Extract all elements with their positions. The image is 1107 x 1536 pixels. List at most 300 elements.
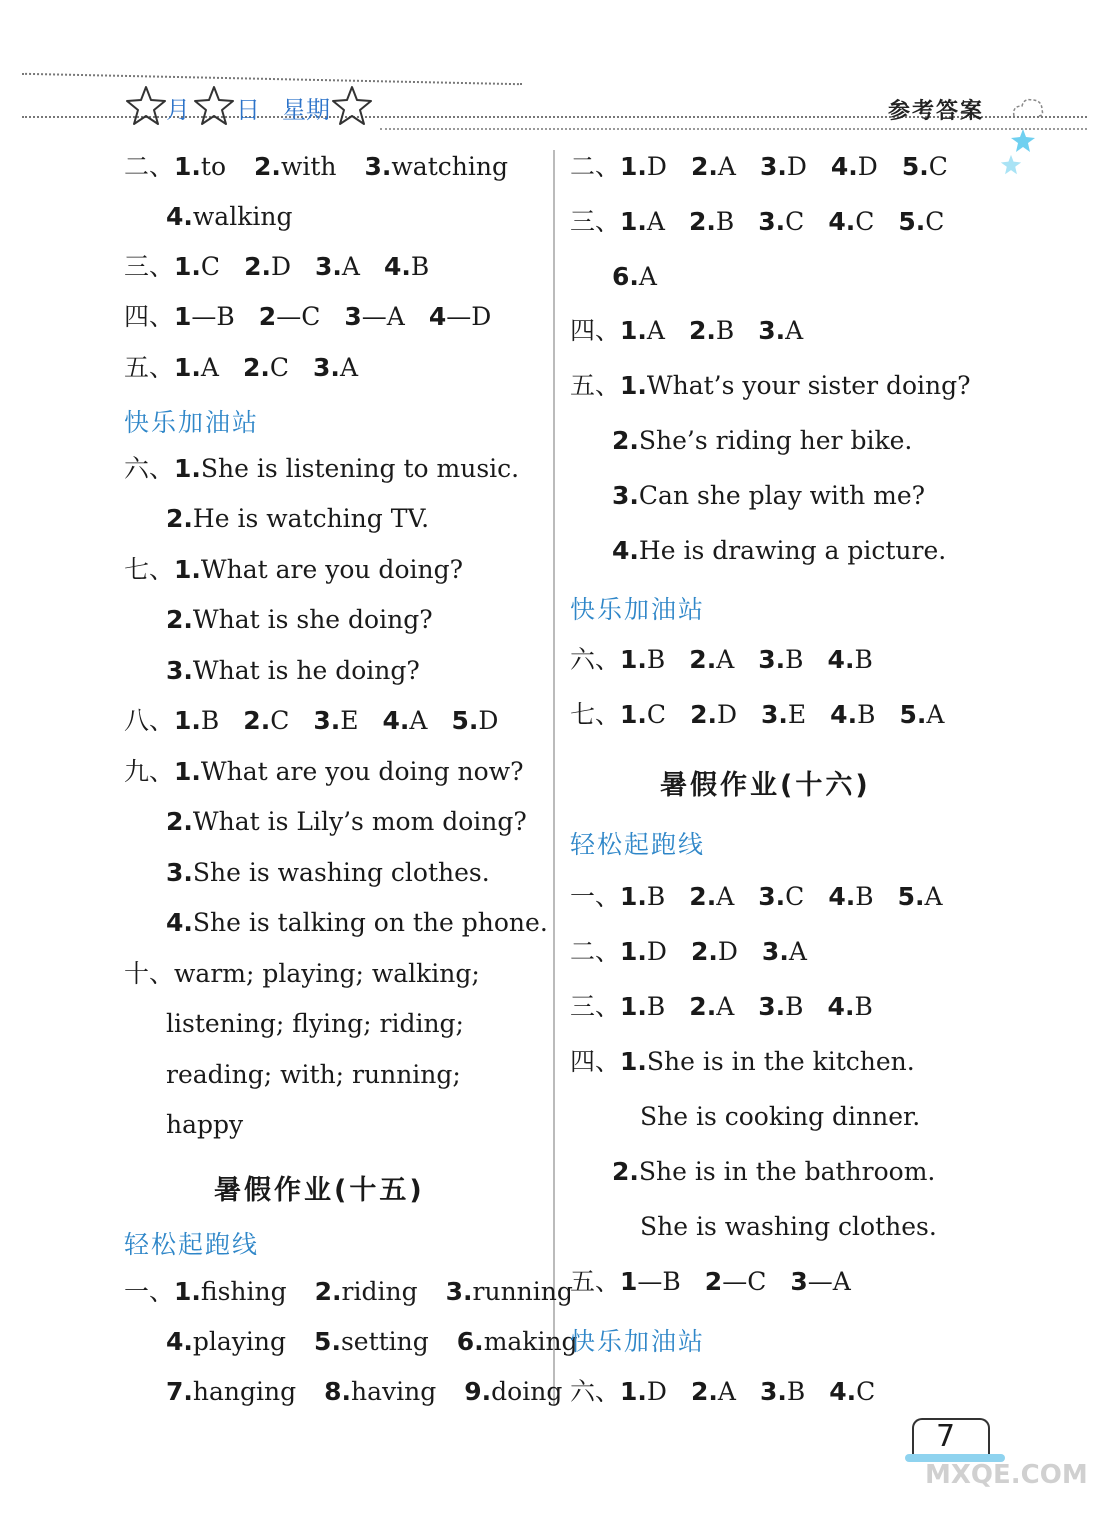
answer-item xyxy=(315,252,360,281)
answer-line xyxy=(570,371,971,401)
item-number: 1. xyxy=(620,152,647,181)
item-answer: E xyxy=(787,700,807,729)
item-answer: A xyxy=(717,1377,736,1406)
answer-line xyxy=(166,1060,461,1090)
question-number: 十、 xyxy=(124,959,175,988)
question-number: 六、 xyxy=(570,1377,621,1406)
question-number: 六、 xyxy=(570,645,621,674)
item-number: 3 xyxy=(344,302,362,331)
blue-star-icon xyxy=(1000,154,1022,176)
question-number: 一、 xyxy=(570,882,621,911)
answer-line xyxy=(166,807,527,837)
item-answer: with xyxy=(280,152,337,181)
item-answer: C xyxy=(646,700,667,729)
assignment-title: 暑假作业(十六) xyxy=(660,770,871,801)
answer-line xyxy=(166,504,429,534)
answer-item xyxy=(689,882,734,911)
item-answer: E xyxy=(340,706,359,735)
item-number: 2. xyxy=(242,353,270,382)
question-number: 七、 xyxy=(124,555,175,584)
answer-text: warm; playing; walking; xyxy=(174,959,480,988)
item-number: 1. xyxy=(620,316,647,345)
answer-item xyxy=(166,807,527,836)
answer-line xyxy=(124,555,463,585)
answer-line xyxy=(166,1327,578,1357)
answer-line xyxy=(166,1009,464,1039)
answer-item xyxy=(620,882,665,911)
answer-item xyxy=(902,152,948,181)
answer-line xyxy=(166,858,490,888)
answer-text: She is cooking dinner. xyxy=(640,1102,921,1131)
item-number: 3. xyxy=(758,645,786,674)
item-answer: B xyxy=(646,882,666,911)
answer-item xyxy=(620,1047,915,1076)
answer-line xyxy=(570,207,944,237)
item-number: 3. xyxy=(166,656,193,685)
item-answer: A xyxy=(716,645,735,674)
answer-line xyxy=(570,882,943,912)
item-answer: A xyxy=(788,937,807,966)
item-number: 4. xyxy=(830,152,858,181)
item-number: 4. xyxy=(828,882,856,911)
item-answer: A xyxy=(926,700,945,729)
item-number: 2. xyxy=(244,252,271,281)
item-number: 2 xyxy=(258,302,277,331)
answer-item xyxy=(689,992,734,1021)
answer-item xyxy=(761,700,806,729)
item-number: 2. xyxy=(689,992,717,1021)
item-answer: B xyxy=(857,700,876,729)
item-answer: What are you doing now? xyxy=(200,757,524,786)
item-number: 1. xyxy=(620,937,647,966)
item-number: 2. xyxy=(688,207,716,236)
item-number: 1. xyxy=(620,1377,647,1406)
item-answer: D xyxy=(646,152,667,181)
item-number: 4. xyxy=(827,992,855,1021)
item-answer: —B xyxy=(191,302,235,331)
cloud-icon xyxy=(1010,96,1046,120)
star-icon xyxy=(124,84,168,128)
item-answer: What is he doing? xyxy=(192,656,420,685)
answer-item xyxy=(446,1277,573,1306)
answer-item xyxy=(174,152,226,181)
item-answer: A xyxy=(200,353,219,382)
question-number: 五、 xyxy=(570,1267,621,1296)
answer-item xyxy=(429,302,491,331)
answer-line xyxy=(124,959,480,989)
answer-line xyxy=(570,152,948,182)
item-number: 4. xyxy=(827,645,855,674)
answer-item xyxy=(324,1377,436,1406)
answer-item xyxy=(691,937,738,966)
answer-item xyxy=(166,1377,296,1406)
item-answer: fishing xyxy=(200,1277,287,1306)
item-number: 1. xyxy=(620,371,647,400)
item-number: 3. xyxy=(313,706,341,735)
item-number: 3. xyxy=(315,252,342,281)
answer-line xyxy=(570,1047,915,1077)
item-number: 4. xyxy=(612,536,639,565)
answer-item xyxy=(762,937,807,966)
item-answer: watching xyxy=(391,152,508,181)
item-number: 2. xyxy=(254,152,281,181)
item-answer: —A xyxy=(807,1267,851,1296)
question-number: 六、 xyxy=(124,454,175,483)
answer-item xyxy=(314,1327,429,1356)
question-number: 八、 xyxy=(124,706,175,735)
answer-item xyxy=(384,252,429,281)
item-number: 6. xyxy=(456,1327,484,1356)
answer-item xyxy=(166,504,429,533)
answer-line xyxy=(570,1267,851,1297)
item-number: 1. xyxy=(174,353,201,382)
item-answer: having xyxy=(351,1377,437,1406)
item-number: 2. xyxy=(690,1377,718,1406)
answer-item xyxy=(259,302,321,331)
answer-line xyxy=(124,353,358,383)
question-number: 二、 xyxy=(570,152,621,181)
answer-item xyxy=(166,858,490,887)
item-answer: D xyxy=(717,937,738,966)
answer-item xyxy=(313,706,358,735)
answer-line xyxy=(124,454,519,484)
item-number: 4. xyxy=(166,1327,193,1356)
answer-item xyxy=(457,1327,578,1356)
day-label: 日 xyxy=(236,96,260,124)
weekday-label: 星期 xyxy=(282,96,330,124)
item-answer: She is talking on the phone. xyxy=(192,908,548,937)
answer-item xyxy=(254,152,336,181)
answer-item xyxy=(313,353,358,382)
item-number: 4. xyxy=(382,706,410,735)
assignment-title: 暑假作业(十五) xyxy=(214,1175,425,1206)
question-number: 九、 xyxy=(124,757,175,786)
item-answer: D xyxy=(786,152,807,181)
column-divider xyxy=(553,150,555,1405)
answer-item xyxy=(758,645,803,674)
answer-line xyxy=(124,302,491,332)
item-answer: What is she doing? xyxy=(192,605,433,634)
item-number: 5. xyxy=(899,700,927,729)
answer-item xyxy=(830,700,875,729)
item-number: 3. xyxy=(758,992,786,1021)
answer-item xyxy=(758,992,803,1021)
item-number: 4 xyxy=(428,302,447,331)
section-heading: 快乐加油站 xyxy=(124,408,260,437)
item-number: 6. xyxy=(612,262,639,291)
answer-item xyxy=(166,908,548,937)
answer-line xyxy=(612,262,657,292)
item-number: 5. xyxy=(898,207,926,236)
item-number: 2. xyxy=(690,700,717,729)
item-number: 2. xyxy=(690,937,718,966)
item-number: 2 xyxy=(704,1267,723,1296)
answer-item xyxy=(831,152,878,181)
section-heading: 快乐加油站 xyxy=(570,595,706,624)
item-answer: B xyxy=(646,992,666,1021)
item-number: 1. xyxy=(174,757,201,786)
item-number: 4. xyxy=(166,908,193,937)
answer-item xyxy=(612,536,946,565)
question-number: 五、 xyxy=(570,371,621,400)
item-number: 2. xyxy=(688,316,716,345)
item-number: 3. xyxy=(761,937,789,966)
answer-line xyxy=(166,1110,243,1140)
item-answer: What is Lily’s mom doing? xyxy=(192,807,527,836)
answer-item xyxy=(174,353,219,382)
item-number: 1. xyxy=(620,700,647,729)
answer-line xyxy=(570,700,944,730)
answer-item xyxy=(620,700,666,729)
item-number: 5. xyxy=(451,706,479,735)
item-answer: C xyxy=(270,706,290,735)
section-heading: 快乐加油站 xyxy=(570,1327,706,1356)
answer-item xyxy=(689,207,734,236)
item-answer: A xyxy=(339,353,358,382)
answer-line xyxy=(570,645,873,675)
answer-item xyxy=(758,207,804,236)
item-answer: B xyxy=(785,992,804,1021)
item-answer: D xyxy=(478,706,499,735)
item-number: 3. xyxy=(759,1377,787,1406)
question-number: 三、 xyxy=(570,992,621,1021)
item-number: 1. xyxy=(620,1047,647,1076)
answer-item xyxy=(620,316,665,345)
item-number: 3. xyxy=(166,858,193,887)
answer-item xyxy=(829,1377,875,1406)
item-number: 1. xyxy=(620,645,647,674)
answer-item xyxy=(166,1327,286,1356)
answer-item xyxy=(828,882,873,911)
answer-line xyxy=(570,992,873,1022)
item-answer: She is in the bathroom. xyxy=(638,1157,936,1186)
item-answer: riding xyxy=(341,1277,418,1306)
item-answer: B xyxy=(785,645,804,674)
answer-item xyxy=(899,700,944,729)
item-answer: B xyxy=(715,316,735,345)
answer-line xyxy=(612,536,946,566)
item-number: 3. xyxy=(612,481,639,510)
question-number: 七、 xyxy=(570,700,621,729)
item-number: 2. xyxy=(166,605,193,634)
item-number: 2. xyxy=(166,807,193,836)
answer-item xyxy=(828,645,873,674)
answer-line xyxy=(640,1102,920,1132)
item-answer: A xyxy=(646,316,665,345)
item-number: 2. xyxy=(689,645,717,674)
month-label: 月 xyxy=(166,96,190,124)
answer-item xyxy=(620,152,667,181)
item-number: 2. xyxy=(314,1277,342,1306)
answer-item xyxy=(620,207,665,236)
item-number: 3. xyxy=(761,700,788,729)
item-answer: doing xyxy=(491,1377,563,1406)
item-number: 4. xyxy=(829,1377,857,1406)
answer-item xyxy=(166,605,433,634)
question-number: 三、 xyxy=(124,252,175,281)
answer-text: She is washing clothes. xyxy=(640,1212,937,1241)
item-answer: —D xyxy=(446,302,492,331)
answer-key-title: 参考答案 xyxy=(888,99,985,124)
item-number: 1. xyxy=(174,1277,201,1306)
answer-item xyxy=(464,1377,562,1406)
answer-item xyxy=(790,1267,850,1296)
item-answer: A xyxy=(341,252,360,281)
answer-item xyxy=(760,152,807,181)
item-answer: She’s riding her bike. xyxy=(638,426,913,455)
answer-item xyxy=(612,1157,935,1186)
item-number: 3. xyxy=(313,353,340,382)
star-icon xyxy=(330,84,374,128)
answer-line xyxy=(612,1157,935,1187)
item-answer: playing xyxy=(192,1327,287,1356)
question-number: 三、 xyxy=(570,207,621,236)
answer-item xyxy=(898,207,944,236)
answer-item xyxy=(174,555,463,584)
item-number: 7. xyxy=(166,1377,193,1406)
item-answer: B xyxy=(646,645,666,674)
item-answer: He is drawing a picture. xyxy=(638,536,947,565)
question-number: 一、 xyxy=(124,1277,175,1306)
item-answer: B xyxy=(854,992,873,1021)
answer-item xyxy=(612,426,912,455)
answer-item xyxy=(612,262,657,291)
question-number: 二、 xyxy=(124,152,175,181)
answer-line xyxy=(166,605,433,635)
item-number: 2. xyxy=(612,426,639,455)
answer-item xyxy=(898,882,943,911)
answer-item xyxy=(166,656,420,685)
item-number: 1. xyxy=(174,152,201,181)
item-number: 3. xyxy=(759,152,787,181)
answer-item xyxy=(758,316,803,345)
answer-item xyxy=(243,353,289,382)
section-heading: 轻松起跑线 xyxy=(570,830,706,859)
item-answer: C xyxy=(785,882,805,911)
item-answer: —B xyxy=(637,1267,681,1296)
item-answer: D xyxy=(646,1377,667,1406)
star-icon xyxy=(192,84,236,128)
item-answer: to xyxy=(200,152,227,181)
question-number: 四、 xyxy=(570,1047,621,1076)
answer-line xyxy=(124,757,524,787)
item-answer: B xyxy=(410,252,430,281)
answer-item xyxy=(174,1277,287,1306)
item-number: 4. xyxy=(383,252,411,281)
answer-item xyxy=(612,481,925,510)
item-answer: —A xyxy=(361,302,405,331)
answer-item xyxy=(383,706,428,735)
answer-text: listening; flying; riding; xyxy=(166,1009,464,1038)
answer-item xyxy=(243,706,289,735)
answer-line xyxy=(124,1277,573,1307)
item-number: 4. xyxy=(828,207,856,236)
item-number: 2. xyxy=(689,882,717,911)
item-number: 3. xyxy=(364,152,392,181)
item-answer: A xyxy=(785,316,804,345)
item-answer: setting xyxy=(340,1327,429,1356)
item-number: 2. xyxy=(243,706,271,735)
item-answer: C xyxy=(925,207,945,236)
item-number: 1. xyxy=(620,207,647,236)
header-dotted-line xyxy=(22,73,522,85)
watermark: MXQE.COM xyxy=(925,1460,1088,1490)
item-number: 1. xyxy=(620,992,647,1021)
answer-line xyxy=(570,937,807,967)
item-answer: She is in the kitchen. xyxy=(646,1047,915,1076)
answer-text: reading; with; running; xyxy=(166,1060,461,1089)
answer-item xyxy=(174,454,519,483)
item-number: 1 xyxy=(620,1267,638,1296)
answer-line xyxy=(166,656,420,686)
item-number: 3. xyxy=(445,1277,473,1306)
answer-item xyxy=(758,882,804,911)
item-number: 1. xyxy=(174,454,201,483)
answer-item xyxy=(364,152,507,181)
answer-item xyxy=(620,371,971,400)
item-answer: A xyxy=(924,882,943,911)
item-answer: A xyxy=(409,706,428,735)
answer-line xyxy=(166,202,292,232)
answer-line xyxy=(124,252,429,282)
item-number: 2. xyxy=(166,504,193,533)
answer-item xyxy=(620,1267,681,1296)
question-number: 四、 xyxy=(570,316,621,345)
item-answer: A xyxy=(716,882,735,911)
header-dotted-line xyxy=(380,128,1087,130)
blue-star-icon xyxy=(1010,128,1036,154)
item-answer: A xyxy=(717,152,736,181)
answer-text: happy xyxy=(166,1110,244,1139)
item-answer: He is watching TV. xyxy=(192,504,430,533)
item-number: 3. xyxy=(758,316,786,345)
question-number: 四、 xyxy=(124,302,175,331)
item-answer: What are you doing? xyxy=(200,555,463,584)
item-number: 5. xyxy=(314,1327,341,1356)
item-answer: C xyxy=(928,152,948,181)
answer-item xyxy=(244,252,291,281)
item-answer: C xyxy=(855,207,875,236)
answer-item xyxy=(451,706,498,735)
answer-item xyxy=(620,1377,667,1406)
item-answer: She is listening to music. xyxy=(200,454,520,483)
item-answer: D xyxy=(716,700,738,729)
item-number: 4. xyxy=(830,700,858,729)
item-answer: B xyxy=(715,207,735,236)
answer-item xyxy=(689,645,734,674)
item-number: 5. xyxy=(897,882,925,911)
answer-item xyxy=(705,1267,767,1296)
item-answer: C xyxy=(785,207,805,236)
answer-item xyxy=(689,316,734,345)
item-answer: What’s your sister doing? xyxy=(646,371,971,400)
item-answer: C xyxy=(200,252,221,281)
item-answer: C xyxy=(856,1377,876,1406)
item-number: 3. xyxy=(758,882,786,911)
answer-line xyxy=(612,481,925,511)
item-answer: B xyxy=(854,645,873,674)
item-answer: D xyxy=(270,252,292,281)
page-number: 7 xyxy=(936,1419,956,1454)
item-answer: D xyxy=(857,152,878,181)
item-number: 1. xyxy=(174,252,201,281)
item-number: 8. xyxy=(324,1377,352,1406)
answer-line xyxy=(124,706,498,736)
answer-item xyxy=(174,706,219,735)
item-answer: She is washing clothes. xyxy=(192,858,490,887)
item-answer: —C xyxy=(276,302,321,331)
answer-item xyxy=(760,1377,805,1406)
